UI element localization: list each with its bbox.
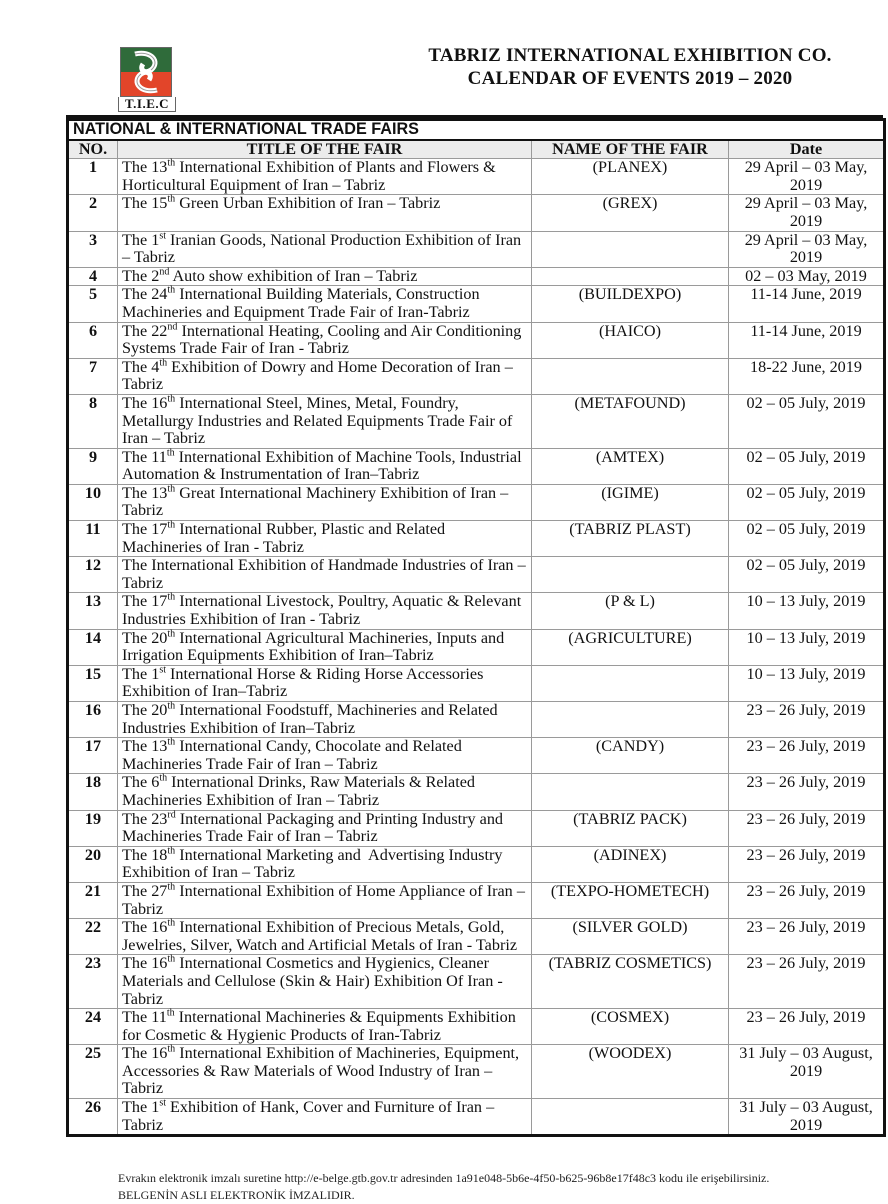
fair-date: 23 – 26 July, 2019	[729, 1009, 885, 1045]
row-number: 2	[68, 195, 118, 231]
fair-date: 10 – 13 July, 2019	[729, 593, 885, 629]
fair-title	[118, 810, 532, 846]
ordinal-suffix: st	[159, 664, 166, 676]
fair-date: 23 – 26 July, 2019	[729, 702, 885, 738]
ordinal-suffix: th	[166, 1007, 175, 1019]
table-row	[68, 1009, 885, 1045]
row-number: 5	[68, 286, 118, 322]
table-row	[68, 1099, 885, 1136]
fair-title-text: Great International Machinery Exhibition of Iran – Tabriz	[122, 483, 513, 520]
fair-title-text: International Heating, Cooling and Air Conditioning Systems Trade Fair of Iran - Tabriz	[122, 321, 526, 358]
fair-date: 29 April – 03 May, 2019	[729, 231, 885, 267]
fair-name: (METAFOUND)	[532, 394, 729, 448]
ordinal-suffix: st	[159, 1097, 166, 1109]
fair-name: (BUILDEXPO)	[532, 286, 729, 322]
fair-title	[118, 231, 532, 267]
ordinal-suffix: th	[167, 700, 176, 712]
fair-title	[118, 394, 532, 448]
ordinal-suffix: th	[167, 284, 176, 296]
fair-title-text: International Packaging and Printing Industry and Machineries Trade Fair of Iran – Tabriz	[122, 809, 508, 846]
fair-title-text: International Exhibition of Precious Metals, Gold, Jewelries, Silver, Watch and Artificial Metals of Iran - Tabriz	[122, 918, 518, 954]
fair-name: (AGRICULTURE)	[532, 629, 729, 665]
fair-date: 23 – 26 July, 2019	[729, 774, 885, 810]
footer-line-2: BELGENİN ASLI ELEKTRONİK İMZALIDIR.	[118, 1188, 355, 1202]
ordinal-suffix: th	[166, 447, 175, 459]
fair-title-prefix: The 23	[122, 809, 168, 828]
fair-title-prefix: The 18	[122, 845, 168, 864]
fair-date: 29 April – 03 May, 2019	[729, 195, 885, 231]
fair-title-text: International Drinks, Raw Materials & Related Machineries Exhibition of Iran – Tabriz	[122, 773, 480, 809]
fair-title-text: International Horse & Riding Horse Accessories Exhibition of Iran–Tabriz	[122, 664, 488, 701]
row-number: 24	[68, 1009, 118, 1045]
row-number: 1	[68, 159, 118, 195]
fair-title-prefix: The 2	[122, 266, 160, 285]
fair-title-text: Iranian Goods, National Production Exhibition of Iran – Tabriz	[122, 230, 526, 267]
fair-name: (GREX)	[532, 195, 729, 231]
fair-title	[118, 1045, 532, 1099]
table-row	[68, 846, 885, 882]
section-header-row	[68, 120, 885, 140]
footer-note	[118, 1170, 769, 1204]
fair-date: 31 July – 03 August, 2019	[729, 1099, 885, 1136]
ordinal-suffix: nd	[159, 266, 170, 278]
row-number: 21	[68, 882, 118, 918]
fair-title-prefix: The 27	[122, 881, 168, 900]
table-row	[68, 231, 885, 267]
row-number: 13	[68, 593, 118, 629]
ordinal-suffix: rd	[167, 809, 176, 821]
fair-title-text: International Candy, Chocolate and Related Machineries Trade Fair of Iran – Tabriz	[122, 737, 466, 773]
tiec-logo	[118, 45, 174, 113]
logo-text: T.I.E.C	[118, 97, 176, 112]
fair-name: (TABRIZ PLAST)	[532, 521, 729, 557]
fair-title	[118, 593, 532, 629]
fair-title	[118, 521, 532, 557]
fair-title-prefix: The 4	[122, 357, 160, 376]
table-row	[68, 267, 885, 286]
fair-title-text: International Marketing and Advertising Industry Exhibition of Iran – Tabriz	[122, 845, 507, 882]
ordinal-suffix: th	[167, 592, 176, 604]
fair-title-prefix: The 13	[122, 158, 168, 177]
fair-title	[118, 484, 532, 520]
fair-name	[532, 702, 729, 738]
col-header-title: TITLE OF THE FAIR	[118, 140, 532, 159]
ordinal-suffix: th	[167, 845, 176, 857]
ordinal-suffix: th	[167, 917, 176, 929]
fair-title	[118, 665, 532, 701]
fair-date: 02 – 05 July, 2019	[729, 521, 885, 557]
table-row	[68, 484, 885, 520]
fair-name: (SILVER GOLD)	[532, 919, 729, 955]
fair-title-text: International Building Materials, Construction Machineries and Equipment Trade Fair of Iran-Tabriz	[122, 285, 484, 321]
fair-name: (AMTEX)	[532, 448, 729, 484]
row-number: 10	[68, 484, 118, 520]
fair-date: 11-14 June, 2019	[729, 286, 885, 322]
fair-date: 23 – 26 July, 2019	[729, 955, 885, 1009]
fair-title-text: International Livestock, Poultry, Aquatic & Relevant Industries Exhibition of Iran - Tabriz	[122, 592, 526, 629]
row-number: 15	[68, 665, 118, 701]
fair-title-prefix: The 15	[122, 194, 168, 213]
table-row	[68, 955, 885, 1009]
fair-date: 23 – 26 July, 2019	[729, 810, 885, 846]
fair-title-prefix: The International Exhibition of Handmade Industries of Iran – Tabriz	[122, 556, 526, 592]
fair-date: 10 – 13 July, 2019	[729, 665, 885, 701]
table-row	[68, 195, 885, 231]
fair-title	[118, 919, 532, 955]
fair-title-prefix: The 20	[122, 628, 168, 647]
ordinal-suffix: th	[167, 157, 176, 169]
fair-title-text: International Foodstuff, Machineries and Related Industries Exhibition of Iran–Tabriz	[122, 701, 502, 737]
fair-title	[118, 1099, 532, 1136]
fair-title-prefix: The 13	[122, 737, 168, 756]
table-row	[68, 521, 885, 557]
fair-name	[532, 557, 729, 593]
logo-mark-icon	[120, 47, 172, 97]
fair-name	[532, 1099, 729, 1136]
fair-title	[118, 159, 532, 195]
fair-title-prefix: The 13	[122, 483, 168, 502]
row-number: 17	[68, 738, 118, 774]
row-number: 26	[68, 1099, 118, 1136]
fair-title-prefix: The 17	[122, 520, 168, 539]
ordinal-suffix: th	[167, 393, 176, 405]
table-body	[68, 159, 885, 1136]
fair-title	[118, 322, 532, 358]
table-row	[68, 322, 885, 358]
row-number: 7	[68, 358, 118, 394]
fair-title-prefix: The 1	[122, 664, 160, 683]
ordinal-suffix: nd	[167, 321, 178, 333]
footer-line-1: Evrakın elektronik imzalı suretine http://e-belge.gtb.gov.tr adresinden 1a91e048-5b6e-4f50-b625-96b8e17f48c3 kodu ile erişebilirsiniz.	[118, 1171, 770, 1185]
table-row	[68, 1045, 885, 1099]
row-number: 9	[68, 448, 118, 484]
document-title	[380, 44, 880, 90]
ordinal-suffix: th	[167, 628, 176, 640]
row-number: 22	[68, 919, 118, 955]
fair-title-prefix: The 1	[122, 230, 160, 249]
table-row	[68, 919, 885, 955]
table-row	[68, 593, 885, 629]
ordinal-suffix: th	[167, 881, 176, 893]
ordinal-suffix: th	[167, 483, 176, 495]
fair-title-text: International Machineries & Equipments Exhibition for Cosmetic & Hygienic Products of Iran-Tabriz	[122, 1008, 520, 1044]
row-number: 8	[68, 394, 118, 448]
fair-name: (IGIME)	[532, 484, 729, 520]
fair-title	[118, 195, 532, 231]
table-row	[68, 882, 885, 918]
fair-title-prefix: The 11	[122, 447, 167, 466]
row-number: 4	[68, 267, 118, 286]
table-row	[68, 159, 885, 195]
fair-title	[118, 702, 532, 738]
fair-title-text: International Exhibition of Plants and Flowers & Horticultural Equipment of Iran – Tabriz	[122, 158, 500, 194]
fair-title-text: Auto show exhibition of Iran – Tabriz	[169, 266, 418, 285]
fair-date: 02 – 05 July, 2019	[729, 448, 885, 484]
table-row	[68, 448, 885, 484]
fair-title-prefix: The 22	[122, 321, 168, 340]
col-header-date: Date	[729, 140, 885, 159]
fair-name: (CANDY)	[532, 738, 729, 774]
table-row	[68, 358, 885, 394]
row-number: 16	[68, 702, 118, 738]
ordinal-suffix: th	[167, 736, 176, 748]
row-number: 25	[68, 1045, 118, 1099]
fair-title-text: International Exhibition of Home Appliance of Iran – Tabriz	[122, 881, 529, 918]
fair-title	[118, 738, 532, 774]
table-row	[68, 702, 885, 738]
fair-title	[118, 557, 532, 593]
fair-title-text: Exhibition of Dowry and Home Decoration of Iran – Tabriz	[122, 357, 517, 394]
table-row	[68, 394, 885, 448]
col-header-no: NO.	[68, 140, 118, 159]
row-number: 11	[68, 521, 118, 557]
row-number: 3	[68, 231, 118, 267]
fair-title-prefix: The 16	[122, 1044, 168, 1063]
title-line-1: TABRIZ INTERNATIONAL EXHIBITION CO.	[428, 45, 832, 66]
table-row	[68, 738, 885, 774]
fair-title	[118, 358, 532, 394]
fair-title	[118, 882, 532, 918]
row-number: 6	[68, 322, 118, 358]
fair-title-prefix: The 17	[122, 592, 168, 611]
trade-fairs-table	[66, 118, 886, 1137]
fair-name: (ADINEX)	[532, 846, 729, 882]
ordinal-suffix: th	[167, 519, 176, 531]
fair-title-text: International Cosmetics and Hygienics, Cleaner Materials and Cellulose (Skin & Hair) Exhibition Of Iran - Tabriz	[122, 954, 507, 1008]
row-number: 20	[68, 846, 118, 882]
fair-title	[118, 267, 532, 286]
fair-title-text: International Exhibition of Machine Tools, Industrial Automation & Instrumentation of Iran–Tabriz	[122, 447, 525, 484]
fair-title-prefix: The 16	[122, 393, 168, 412]
fair-title	[118, 448, 532, 484]
fair-title-prefix: The 24	[122, 285, 168, 304]
table-row	[68, 810, 885, 846]
table-row	[68, 774, 885, 810]
fair-date: 18-22 June, 2019	[729, 358, 885, 394]
fair-title-text: Exhibition of Hank, Cover and Furniture of Iran – Tabriz	[122, 1098, 498, 1134]
fair-name: (TABRIZ COSMETICS)	[532, 955, 729, 1009]
row-number: 23	[68, 955, 118, 1009]
fair-date: 29 April – 03 May, 2019	[729, 159, 885, 195]
ordinal-suffix: th	[159, 772, 168, 784]
fair-title-text: International Rubber, Plastic and Related Machineries of Iran - Tabriz	[122, 520, 450, 556]
fair-title-prefix: The 1	[122, 1098, 160, 1117]
table-row	[68, 629, 885, 665]
fair-name	[532, 267, 729, 286]
fair-title-prefix: The 6	[122, 773, 160, 792]
fair-date: 31 July – 03 August, 2019	[729, 1045, 885, 1099]
fair-name: (TABRIZ PACK)	[532, 810, 729, 846]
fair-name	[532, 358, 729, 394]
fair-date: 02 – 03 May, 2019	[729, 267, 885, 286]
fair-name	[532, 665, 729, 701]
fair-title-prefix: The 11	[122, 1008, 167, 1027]
table-row	[68, 286, 885, 322]
fair-title	[118, 286, 532, 322]
fair-title	[118, 774, 532, 810]
ordinal-suffix: th	[167, 953, 176, 965]
fair-title-prefix: The 20	[122, 701, 168, 719]
fair-title-text: International Exhibition of Machineries, Equipment, Accessories & Raw Materials of Wood Industry of Iran – Tabriz	[122, 1044, 523, 1098]
fair-name: (P & L)	[532, 593, 729, 629]
fair-date: 02 – 05 July, 2019	[729, 394, 885, 448]
fair-date: 23 – 26 July, 2019	[729, 919, 885, 955]
col-header-name: NAME OF THE FAIR	[532, 140, 729, 159]
fair-date: 10 – 13 July, 2019	[729, 629, 885, 665]
fair-date: 11-14 June, 2019	[729, 322, 885, 358]
fair-name: (PLANEX)	[532, 159, 729, 195]
fair-name: (WOODEX)	[532, 1045, 729, 1099]
fair-title	[118, 955, 532, 1009]
fair-date: 23 – 26 July, 2019	[729, 882, 885, 918]
ordinal-suffix: th	[159, 357, 168, 369]
fair-title	[118, 846, 532, 882]
table-row	[68, 665, 885, 701]
section-title: NATIONAL & INTERNATIONAL TRADE FAIRS	[68, 120, 885, 140]
fair-date: 23 – 26 July, 2019	[729, 846, 885, 882]
fair-date: 02 – 05 July, 2019	[729, 484, 885, 520]
fair-name	[532, 774, 729, 810]
fair-title-text: International Agricultural Machineries, Inputs and Irrigation Equipments Exhibition of Iran–Tabriz	[122, 628, 509, 665]
column-header-row	[68, 140, 885, 159]
ordinal-suffix: th	[167, 1043, 176, 1055]
fair-name: (HAICO)	[532, 322, 729, 358]
fair-date: 23 – 26 July, 2019	[729, 738, 885, 774]
fair-title-prefix: The 16	[122, 954, 168, 973]
ordinal-suffix: th	[167, 193, 176, 205]
row-number: 18	[68, 774, 118, 810]
row-number: 12	[68, 557, 118, 593]
fair-name	[532, 231, 729, 267]
ordinal-suffix: st	[159, 230, 166, 242]
table-row	[68, 557, 885, 593]
row-number: 14	[68, 629, 118, 665]
fair-date: 02 – 05 July, 2019	[729, 557, 885, 593]
fair-title	[118, 1009, 532, 1045]
row-number: 19	[68, 810, 118, 846]
fair-name: (TEXPO-HOMETECH)	[532, 882, 729, 918]
fair-title	[118, 629, 532, 665]
title-line-2: CALENDAR OF EVENTS 2019 – 2020	[467, 68, 793, 89]
fair-name: (COSMEX)	[532, 1009, 729, 1045]
fair-title-text: Green Urban Exhibition of Iran – Tabriz	[175, 194, 441, 213]
fair-title-prefix: The 16	[122, 918, 168, 937]
fair-title-text: International Steel, Mines, Metal, Foundry, Metallurgy Industries and Related Equipments Trade Fair of Iran – Tabriz	[122, 393, 517, 448]
